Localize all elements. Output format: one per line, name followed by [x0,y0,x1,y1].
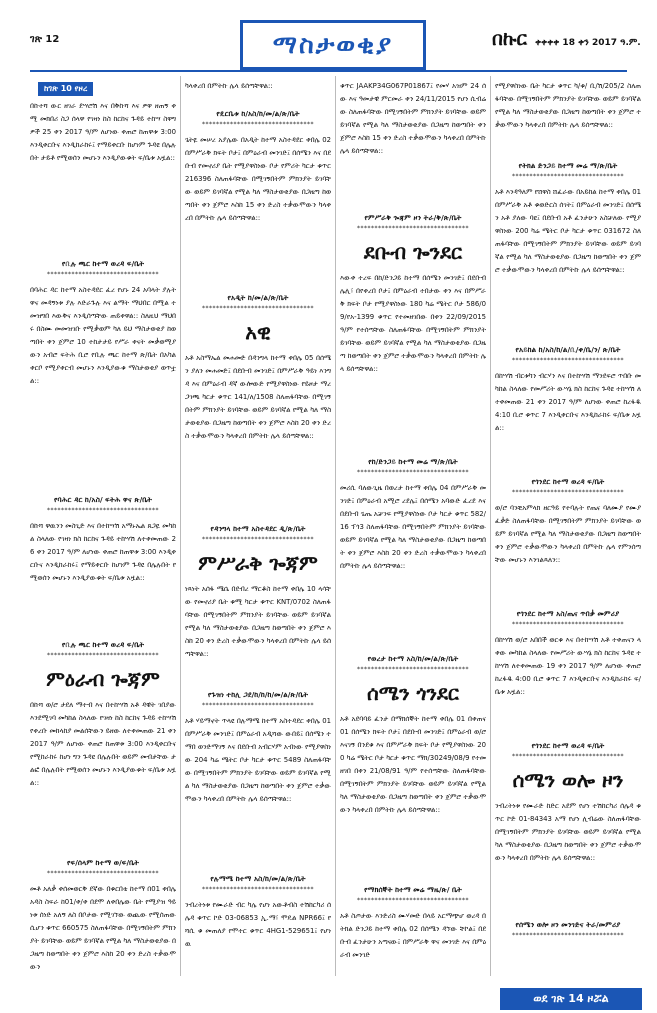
separator: ******************************** [512,932,624,939]
notice-text: እውቀ ተረፍ በከ/ድንጋይ ከተማ በሰሜን መንገድ፤ በደቡብ ሌሊ፣ በየቀረበ ቦታ፤ በምዕራብ ተበታው ቀን እና በምሥራቅ ክፍት ቦታ የሚያዋስነው 180 ካሬ ሜትር ቦታ 586/09/የአ-1399 ቁጥር የተመዘገበው በቀን 22/09/2015 ዓ/ም የተሰጣቸው ስለጠፋባቸው በሚገኝበትም ምክንያት ይገባቸው ወይም ይገባኛል የሚል ካለ ማስታወቂያው በጋዜጣ ከወጣበት ቀን ጀምሮ ተቃውሞውን ካላቀረበ በምትኩ ሌላ ይሰጣቸዋል:: [340,274,486,373]
notice-signature: የፍ/ሰላም ከተማ ወ/ፍ/ቤት [67,858,139,867]
separator: ******************************** [357,225,469,232]
notice-text: መቶ አለቃ ቀሰመወርቅ ደኛው በቁርበቴ ከተማ በ01 ቀበሌ አዳስ ስፍራ ከ01/ቀ/ቀ በደሞ ለቀበሌው ቤት የሚያዝ ዓይነቱ ሰነድ አለኝ ለስ በቦታው የሚገኘው ወጪው የሚሰጠው ሲሆን ቁጥር 660575 ስለጠፋባቸው በሚገኝበትም ምክንያት ይገባቸው ወይም ይገባኛል የሚል ካለ ማስታወቂያው በጋዜጣ ከወጣበት ቀን ጀምሮ እስከ 20 ቀን ድረስ ተቃውሞውን [30,885,176,971]
notice-signature: የምሥራቅ ጐጃም ዞን ትራ/ቅ/ጽ/ቤት [364,213,462,222]
notice-signature: የአይከል ከ/አስ/ከ/ል/ቢ/ቀ/ቤ/ን/ ጽ/ቤት [515,345,621,354]
notice-signature: የጎንደር ከተማ ወረዳ ፍ/ቤት [531,741,605,750]
notice-signature: የባሕር ዳር ከ/አስ/ ፍትሕ ዋና ጽ/ቤት [53,495,153,504]
notice-text: ቁጥር JAAKP34G067P01867፤ የመሃ አዝም 24 ሰው እና ዓመታዊ ምርመራ ቀን 24/11/2015 የሆነ ሲብሬው ስለጠፋባቸው በሚገኝበትም ምክንያት ይገባቸው ወይም ይገባኛል የሚል ካለ ማስታወቂያው በጋዜጣ ከወጣበት ቀን ጀምሮ እስከ 15 ቀን ድረስ ተቃውሞውን ካላቀረበ በምትኩ ሌላ ይሰጣቸዋል:: [340,82,486,155]
notice-text: የሚያዋስነው ቤት ካርታ ቁጥር ካ/ቁ/ ቢ/ሽ/205/2 ስለጠፋባቸው በሚገኝበትም ምክንያት ይገባቸው ወይም ይገባኛል የሚል ካለ ማስታወቂያው በጋዜጣ ከወጣበት ቀን ጀምሮ ተቃውሞውን ካላቀረበ በምትኩ ሌላ ይሰጣቸዋል:: [495,82,641,129]
separator: ******************************** [512,173,624,180]
notice-text: በከሣሽ ወ/ሮ አበበች ወርቁ እና በተከሣሽ አቶ ተቀጠናን ላቀው መካከል ስላለው የመሥሪት ውሣኔ ክስ ከርከና ጉዳዩ ተከሣሽ ለተቀመጠው 19 ቀን 2017 ዓ/ም ለሆነው ቀጠሮ ከረፋዱ 4:00 ቢሮ ቁጥር 7 እንዲቀርቡና እንዲከራከሩ ፍ/ቤቱ አዟል:: [495,636,641,696]
header-rule [30,70,627,72]
column-3 [340,76,486,990]
section-heading: ደቡብ ጐንደር [363,240,463,264]
separator: ******************************** [512,621,624,628]
column-divider [180,76,181,976]
issue-date [492,28,641,50]
separator: ******************************** [47,652,159,659]
separator: ******************************** [47,271,159,278]
separator: ******************************** [512,753,624,760]
column-divider [335,76,336,976]
separator: ******************************** [202,305,314,312]
section-heading: ምሥራቅ ጐጃም [198,551,318,575]
notice-text: በኩተሻ ውር ዘገራ ደሣሮሽ እና በቅኩሻ እና ዎዋ ዘጠኝ ቀሚ መክበሪ ስጋ ሰላዋ የገዛነ ከስ ከርከና ጉዳይ ተከሣ ስዋግዎች 25 ቀን 2017 ዓ/ም ለሆነው ቀጠሮ ከጠዋቱ 3:00 እንዲቀርቡና እንዲከራከሩ፤ የማይቀርቡ ከሆነም ጉዳዩ በሌሉበት ታይቶ የሚወሰን መሆኑን እንዲያውቁት ፍ/ቤቱ አዟል:: [30,102,176,162]
notice-text: አቶ ስጦታው እንድሪስ ሙሃመድ በላይ አርማጭሆ ወረዳ በትክል ድንጋይ ከተማ ቀበሌ 02 በሰሜን ዳኘው ቸኮል፤ በደቡብ ፈንታሁን አጣናው፤ በምሥራቅ ዋና መንገድ እና በምዕራብ መንገድ [340,912,486,959]
notice-signature: የጉዝነ ተከሊ ጋደ/ከ/ከ/ከ/መ/ል/ጽ/ቤት [207,690,309,699]
notice-signature: የሉማሜ ከተማ አስ/ከ/መ/ል/ጽ/ቤት [210,874,306,883]
newspaper-name: በኩር [492,28,527,50]
notice-text: በባሕር ዳር ከተማ አስተዳደር ፈረ የሆኑ 24 አባላት ያሉት ዋና መዳኝነቱ ያሉ እድራጉሉ እና ልማት ማህበር በሚል ተመዝግበ እውቅና እንዲሰጣቸው ጠይቀዋል:: ስለዚህ ማህበሩ በስሙ መመዝገቡ የሚቃወም ካለ ይህ ማስታወቂያ ከወጣበት ቀን ጀምሮ 10 ተከታታይ የሥራ ቀናት መቃወሚያውን አብሮ ፍትሕ ቢሮ የቢሉ ጫር ከተማ ጽ/ቤት በአካል ቀርቦ የሚያቀርብ መሆኑን እንዲያውቁ ማስታወቂያ ወጥቷል:: [30,286,176,385]
notice-signature: የከ/ድንጋይ ከተማ መሬ ማ/ጽ/ቤት [368,457,458,466]
section-heading: አዊ [245,320,271,344]
notice-signature: የሰሜን ወሎ ዞን መንገድና ትራ/መምሪያ [515,920,621,929]
notice-signature: የአዲት ከ/መ/ል/ጽ/ቤት [227,293,289,302]
notice-text: ካላቀረበ በምትኩ ሌላ ይሰጣቸዋል:: [185,82,273,90]
section-masthead: ማስታወቂያ [240,20,426,70]
column-1 [30,76,176,990]
notice-text: ንብረትነቱ የሙራድ ብር ካሌ የሆነ አውቶብስ ተሽከርካሪ ሰሌዳ ቁጥር ኮድ 03-06853 ኢ.ማ፣ ሞዴል NPR66፤ የሻሲ ቁ መጠለያ የሞተር ቁጥር 4HG1-529651፤ የሆነዉ [185,901,331,948]
page-header [0,0,657,75]
notice-text: መሪሲ ባለውጊዜ በወረታ ከተማ ቀበሌ 04 በምሥራቅ መንገድ፤ በምዕራብ አሚሮ ረደሌ፤ በሰሜን አባውድ ፈረደ እና በደቡብ ጌጤ አቻንፍ የሚያዋስነው ቦታ ካርታ ቁጥር 582/16 ፕጎ3 ስለጠፋባቸው በሚገኝበትም ምክንያት ይገባቸው ወይም ይገባኛል የሚል ካለ ማስታወቂያው በጋዜጣ ከወጣበት ቀን ጀምሮ እስከ 20 ቀን ድረስ ተቃውሞውን ካላቀረበ በምትኩ ሌላ ይሰጣቸዋል:: [340,484,486,570]
notice-signature: የዴርቤቱ ከ/አስ/ከ/መ/ል/ጽ/ቤት [216,109,300,118]
separator: ******************************** [202,536,314,543]
notice-text: ጌትዬ መሠረ አያሌው በአዲት ከተማ አስተዳደር ቀበሌ 02 በምሥራቅ ክፍት ቦታ፤ በምዕራብ መንገድ፤ በሰሜን እና በደቡብ የመኖሪያ ቤት የሚያዋስነው ቦታ የምሪት ካርታ ቁጥር 216396 ስለጠፋባቸው በሚገኝበትም ምክንያት ይገባቸው ወይም ይገባኛል የሚል ካለ ማስታወቂያው በጋዜጣ ከወጣበት ቀን ጀምሮ እስከ 15 ቀን ድረስ ተቃውሞውን ካላቀረበ በምትኩ ሌላ ይሰጣቸዋል:: [185,136,331,222]
continued-from-tag: ከገጽ 10 የዞረ [38,82,93,96]
notice-signature: የማክሰኞት ከተማ መሬ ማዜ/ጽ/ ቤት [364,885,462,894]
notice-text: አቶ ሃይማኖት ጥላዩ በሉማሜ ከተማ አስተዳደር ቀበሌ 01 በምሥራቅ መንገድ፤ በምዕራብ አዲሻው ውበይ፤ በሰሜን ተማበ ወንድማገኝ እና በደቡብ አብርሃም አብነው የሚያዋስነው 204 ካሬ ሜትር ቦታ ካርታ ቁጥር 5489 ስለጠፋባቸው በሚገኝበትም ምክንያት ይገባቸው ወይም ይገባኛል የሚል ካለ ማስታወቂያው በጋዜጣ ከወጣበት ቀን ጀምሮ ተቃውሞውን ካላቀረበ በምትኩ ሌላ ይሰጣቸዋል:: [185,717,331,803]
separator: ******************************** [357,666,469,673]
notice-signature: የጎንደር ከተማ አስ/ጤና ጥበቃ መምሪያ [516,609,620,618]
separator: ******************************** [47,870,159,877]
section-heading: ሰሜን ወሎ ዞን [512,768,624,792]
continued-on-page-label: ወደ ገጽ 14 ዞሯል [500,988,642,1010]
notice-text: አቶ አደባባይ ፈንታ በማክሰኞት ከተማ ቀበሌ 01 በቀጠና 01 በሰሜን ክፍት ቦታ፤ በደቡብ መንገድ፤ በምዕራብ ወ/ሮ እናገኝ በንደቁ እና በምሥራቅ ክፍት ቦታ የሚያዋስነው 200 ካሬ ሜትር ቦታ ካርታ ቁጥር ማክ/30249/08/9 የተመዘገበ በቀን 21/08/91 ዓ/ም የተሰጣቸው ስለጠፋባቸው በሚገኝበትም ምክንያት ይገባቸው ወይም ይገባኛል የሚል ካለ ማስታወቂያው በጋዜጣ ከወጣበት ቀን ጀምሮ ተቃውሞውን ካላቀረበ በምትኩ ሌላ ይሰጣቸዋል:: [340,715,486,814]
notice-signature: የቢሉ ጫር ከተማ ወረዳ ፍ/ቤት [61,640,145,649]
notice-text: በከሣሽ ብርቱካን ብርሃን እና በተከሣሽ ማንደፍሮ ጥበቡ መካከል ስላለው የመሥሪት ውሣኔ ክስ ከርከና ጉዳዩ ተከሣሽ ለተቀመጠው 21 ቀን 2017 ዓ/ም ለሆነው ቀጠሮ ከረፋዱ 4:10 ቢሮ ቁጥር 7 እንዲቀርቡና እንዲከራከሩ ፍ/ቤቱ አዟል:: [495,372,641,432]
notice-columns [30,76,642,990]
notice-signature: የቢሉ ጫር ከተማ ወረዳ ፍ/ቤት [61,259,145,268]
separator: ******************************** [512,357,624,364]
notice-text: ነጻነት አሰፋ ሜሴ በደብረ ማርቆስ ከተማ ቀበሌ 10 ላሳቸው የመኖሪያ ቤት ቁሚ ካርታ ቁጥር KNT/0702 ስለጠፋባቸው በሚገኝበትም ምክንያት ይገባቸው ወይም ይገባኛል የሚል ካለ ማስታወቂያው በጋዜጣ ከወጣበት ቀን ጀምሮ እስከ 20 ቀን ድረስ ተቃውሞውን ካላቀረበ በምትኩ ሌላ ይሰጣቸዋል:: [185,585,331,658]
notice-signature: የዳንግላ ከተማ አስተዳደር ዲ/ጽ/ቤት [210,524,306,533]
notice-text: በኩሻ ወ/ሮ ታደለ ማተብ እና በተከሣሽ አቶ ዳዊት ገበያው እንደሚገባ መካከል ስላለው የገዛነ ከስ ከርከና ጉዳይ ተከሣሽ የቀረቡ መከላከያ መልሰቸውን ይዘው ለተቀመጠው 21 ቀን 2017 ዓ/ም ለሆነው ቀጠሮ ከጠዋቱ 3:00 እንዲቀርቡና የሚከራከሩ ከሆነ ግን ጉዳዩ በሌሉበት ወይም መብታቸው ታልፎ በሌሉበት የሚወሰን መሆኑን እንዲያውቁት ፍ/ቤቱ አዟል:: [30,701,176,787]
notice-text: አቶ እንዳዓለም የሸዋስ ሸፈራው በአይከል ከተማ ቀበሌ 01 በምሥራቅ አቶ ቁወድርስ ሰገት፤ በምዕራብ መንገድ፤ በሰሜን አቶ ያለው ባዩ፤ በደቡብ አቶ ፈንታሁን አስቻለው የሚያዋስነው 200 ካሬ ሜትር ቦታ ካርታ ቁጥር 031672 ስለጠፋባቸው በሚገኝበትም ምክንያት ይገባቸው ወይም ይገባኛል የሚል ካለ ማስታወቂያው በጋዜጣ ከወጣበት ቀን ጀምሮ ተቃውሞውን ካላቀረበ በምትኩ ሌላ ይሰጣቸዋል:: [495,188,641,274]
separator: ******************************** [202,886,314,893]
notice-text: አቶ አስማኤል መሐመድ በዳንግላ ከተማ ቀበሌ 05 በሰሜን ያለን መሐመድ፤ በደቡብ መንገድ፤ በምሥራቅ ዓይነ እንግዳ እና በምዕራብ ዳኛ ውሎውድ የሚያዋስነው የይዞታ ማረጋገጫ ካርታ ቁጥር 141/ለ/1508 ስለጠፋባቸው በሚገኝበትም ምክንያት ይገባቸው ወይም ይገባኛል የሚል ካለ ማስታወቂያው በጋዜጣ ከወጣበት ቀን ጀምሮ እስከ 20 ቀን ድረስ ተቃውሞውን ካላቀረበ በምትኩ ሌላ ይሰጣቸዋል:: [185,354,331,440]
separator: ******************************** [512,489,624,496]
date-text: ቀቀቀቀ 18 ቀን 2017 ዓ.ም. [535,38,641,48]
separator: ******************************** [202,121,314,128]
column-2 [185,76,331,990]
notice-signature: የጎንደር ከተማ ወረዳ ፍ/ቤት [531,477,605,486]
separator: ******************************** [357,897,469,904]
section-heading: ምዕራብ ጐጃም [46,667,160,691]
column-4 [495,76,641,990]
notice-text: ወ/ሮ ባንቺአምላክ ዘርዓይ የተባሉት የጤና ባለሙያ የሙያ ፈቃድ ስለጠፋባቸው በሚገኝበትም ምክንያት ይገባቸው ወይም ይገባኛል የሚል ካለ ማስታወቂያው በጋዜጣ ከወጣበት ቀን ጀምሮ ተቃውሞውን ካላቀረበ በምትኩ ሌላ የምንሰጣቸው መሆኑን እንገልጻለን:: [495,504,641,564]
notice-signature: የትክል ድንጋይ ከተማ መሬ ማ/ጽ/ቤት [518,161,618,170]
page-number: ገጽ 12 [30,34,60,45]
separator: ******************************** [47,507,159,514]
section-heading: ሰሜን ጎንደር [367,681,459,705]
column-divider [490,76,491,976]
notice-text: በኩሻ ዋዉንን መስጊድ እና በተከሣሽ አማኑኤል ጸጋዬ መካከል ስላለው የገዛነ ክስ ከርከና ጉዳይ ተከሣሽ ለተቀመጠው 26 ቀን 2017 ዓ/ም ለሆነው ቀጠሮ ከጠዋቱ 3:00 እንዲቀርቡና እንዲከራከሩ፤ የማይቀርቡ ከሆነም ጉዳዩ በሌሉበት የሚወሰን መሆኑን እንዲያውቁት ፍ/ቤቱ አዟል:: [30,522,176,582]
notice-text: ንብረትነቱ የሙራድ ከድር አደም የሆነ ተሽከርካሪ ሰሌዳ ቁጥር ኮድ 01-84343 አማ የሆነ ሊብሬው ስለጠፋባቸው በሚገኝበትም ምክንያት ይገባቸው ወይም ይገባኛል የሚል ካለ ማስታወቂያው በጋዜጣ ከወጣበት ቀን ጀምሮ ተቃውሞውን ካላቀረበ በምትኩ ሌላ ይሰጣቸዋል:: [495,802,641,862]
separator: ******************************** [202,702,314,709]
separator: ******************************** [357,469,469,476]
notice-signature: የወረታ ከተማ አስ/ከ/መ/ል/ጽ/ቤት [367,654,459,663]
